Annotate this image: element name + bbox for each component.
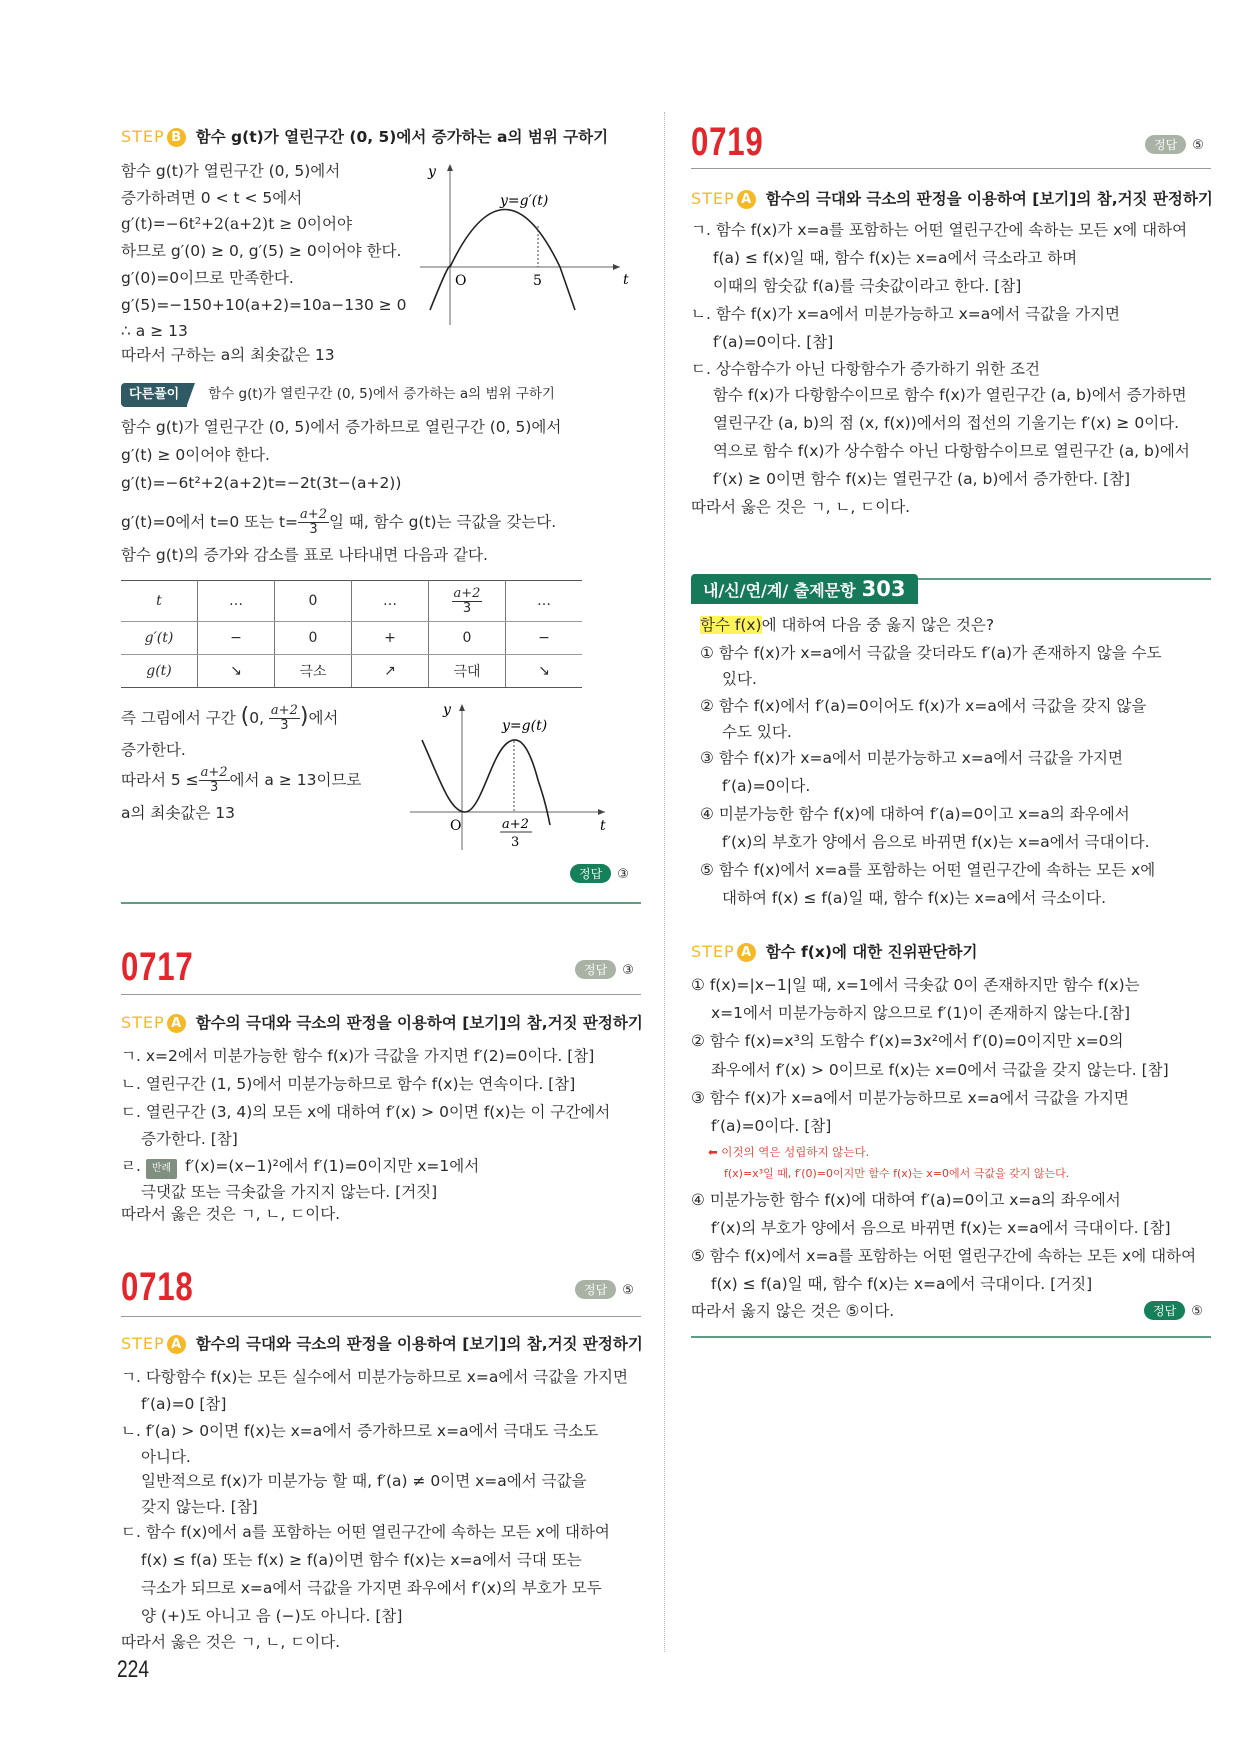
- text-line: f′(a)=0이다. [참]: [711, 1117, 832, 1135]
- text-line: f′(a)=0이다. [참]: [713, 333, 834, 351]
- text-line: 역으로 함수 f(x)가 상수함수 아닌 다항함수이므로 열린구간 (a, b)에서: [713, 442, 1190, 460]
- text-line: 따라서 옳은 것은 ㄱ, ㄴ, ㄷ이다.: [121, 1205, 341, 1223]
- text-line: f(a) ≤ f(x)일 때, 함수 f(x)는 x=a에서 극소라고 하며: [713, 249, 1078, 267]
- text-line: 따라서 구하는 a의 최솟값은 13: [121, 346, 335, 364]
- text-line: 일반적으로 f(x)가 미분가능 할 때, f′(a) ≠ 0이면 x=a에서 극값을: [141, 1472, 587, 1490]
- answer-badge: 정답 ③: [575, 960, 634, 979]
- text-line: ③ 함수 f(x)가 x=a에서 미분가능하므로 x=a에서 극값을 가지면: [691, 1089, 1129, 1107]
- choice-item: ④ 미분가능한 함수 f(x)에 대하여 f′(a)=0이고 x=a의 좌우에서: [700, 805, 1130, 823]
- text-line: ㄷ. 상수함수가 아닌 다항함수가 증가하기 위한 조건: [691, 360, 1040, 378]
- text-line: ⑤ 함수 f(x)에서 x=a를 포함하는 어떤 열린구간에 속하는 모든 x에 대하여: [691, 1247, 1197, 1265]
- text-line: ㄷ. 함수 f(x)에서 a를 포함하는 어떤 열린구간에 속하는 모든 x에 대하여: [121, 1523, 610, 1541]
- graph-g: [410, 700, 620, 850]
- table-row: g(t) ↘ 극소 ↗ 극대 ↘: [121, 655, 582, 688]
- x-axis-label: t: [623, 272, 629, 288]
- text-line: g′(5)=−150+10(a+2)=10a−130 ≥ 0: [121, 296, 407, 314]
- text-line: 함수 g(t)가 열린구간 (0, 5)에서: [121, 162, 341, 180]
- question-number: 0719: [691, 120, 764, 164]
- choice-item: 대하여 f(x) ≤ f(a)일 때, 함수 f(x)는 x=a에서 극소이다.: [722, 889, 1107, 907]
- variation-table: [121, 580, 582, 688]
- alt-solution-badge: 다른풀이: [121, 383, 187, 407]
- text-line: ∴ a ≥ 13: [121, 322, 188, 340]
- text-line: 따라서 옳은 것은 ㄱ, ㄴ, ㄷ이다.: [121, 1633, 341, 1651]
- column-divider: [664, 112, 665, 1652]
- answer-badge: 정답 ⑤: [1144, 1301, 1203, 1320]
- text-line: 따라서 옳은 것은 ㄱ, ㄴ, ㄷ이다.: [691, 498, 911, 516]
- choice-item: ③ 함수 f(x)가 x=a에서 미분가능하고 x=a에서 극값을 가지면: [700, 749, 1123, 767]
- svg-text:3: 3: [511, 835, 520, 850]
- step-a-heading: STEP A 함수의 극대와 극소의 판정을 이용하여 [보기]의 참,거짓 판정하기: [691, 189, 1213, 208]
- choice-item: 있다.: [722, 670, 757, 688]
- text-line: ㄴ. f′(a) > 0이면 f(x)는 x=a에서 증가하므로 x=a에서 극대도 극소도: [121, 1422, 599, 1440]
- counterexample-badge: 반례: [146, 1159, 177, 1179]
- text-line: 좌우에서 f′(x) > 0이므로 f(x)는 x=0에서 극값을 갖지 않는다. [참]: [711, 1061, 1169, 1079]
- highlight: 함수 f(x): [700, 616, 762, 634]
- text-line: ㄱ. 다항함수 f(x)는 모든 실수에서 미분가능하므로 x=a에서 극값을 가지면: [121, 1368, 628, 1386]
- section-divider: [691, 1336, 1211, 1338]
- origin-label: O: [455, 273, 467, 289]
- text-line: f(x) ≤ f(a) 또는 f(x) ≥ f(a)이면 함수 f(x)는 x=a에서 극대 또는: [141, 1551, 582, 1569]
- y-axis-label: y: [428, 164, 436, 180]
- fraction: $\frac{a+2}{3}$: [300, 507, 327, 537]
- choice-item: ⑤ 함수 f(x)에서 x=a를 포함하는 어떤 열린구간에 속하는 모든 x에: [700, 861, 1156, 879]
- text-line: 양 (+)도 아니고 음 (−)도 아니다. [참]: [141, 1607, 403, 1625]
- text-line: 이때의 함숫값 f(a)를 극솟값이라고 한다. [참]: [713, 277, 1022, 295]
- text-line: 하므로 g′(0) ≥ 0, g′(5) ≥ 0이어야 한다.: [121, 242, 402, 260]
- step-a-heading: STEP A 함수의 극대와 극소의 판정을 이용하여 [보기]의 참,거짓 판정하기: [121, 1334, 643, 1353]
- text-line: ㄴ. 함수 f(x)가 x=a에서 미분가능하고 x=a에서 극값을 가지면: [691, 305, 1120, 323]
- text-line: 증가하려면 0 < t < 5에서: [121, 189, 303, 207]
- text-line: ㄴ. 열린구간 (1, 5)에서 미분가능하므로 함수 f(x)는 연속이다. [참]: [121, 1075, 576, 1093]
- text-line: 아니다.: [141, 1448, 191, 1466]
- question-number: 0717: [121, 945, 194, 989]
- choice-item: ① 함수 f(x)가 x=a에서 극값을 갖더라도 f′(a)가 존재하지 않을 수도: [700, 644, 1162, 662]
- question-rule: [691, 168, 1211, 169]
- banner-rule: [918, 578, 1211, 580]
- text-line: ② 함수 f(x)=x³의 도함수 f′(x)=3x²에서 f′(0)=0이지만 x=0의: [691, 1032, 1124, 1050]
- text-line: ㄹ. 반례 f′(x)=(x−1)²에서 f′(1)=0이지만 x=1에서: [121, 1156, 479, 1179]
- svg-text:t: t: [600, 818, 606, 834]
- curve-label: y=g′(t): [500, 193, 549, 209]
- step-a-heading: STEP A 함수의 극대와 극소의 판정을 이용하여 [보기]의 참,거짓 판정하기: [121, 1013, 643, 1032]
- step-b-heading: STEP B 함수 g(t)가 열린구간 (0, 5)에서 증가하는 a의 범위 구하기: [121, 127, 609, 146]
- choice-item: ② 함수 f(x)에서 f′(a)=0이어도 f(x)가 x=a에서 극값을 갖지 않을: [700, 697, 1147, 715]
- svg-text:y: y: [443, 702, 451, 718]
- text-line: 함수 g(t)의 증가와 감소를 표로 나타내면 다음과 같다.: [121, 546, 488, 564]
- text-line: g′(t)=0에서 t=0 또는 t= $\frac{a+2}{3}$ 일 때, 함수 g(t)는 극값을 갖는다.: [121, 507, 557, 537]
- step-a-heading: STEP A 함수 f(x)에 대한 진위판단하기: [691, 942, 978, 961]
- choice-item: 수도 있다.: [722, 723, 792, 741]
- choice-item: f′(x)의 부호가 양에서 음으로 바뀌면 f(x)는 x=a에서 극대이다.: [722, 833, 1150, 851]
- question-rule: [121, 994, 641, 995]
- text-line: 극댓값 또는 극솟값을 가지지 않는다. [거짓]: [141, 1183, 438, 1201]
- text-line: a의 최솟값은 13: [121, 804, 235, 822]
- text-line: 증가한다.: [121, 741, 186, 759]
- text-line: 갖지 않는다. [참]: [141, 1498, 258, 1516]
- svg-text:a+2: a+2: [502, 817, 529, 832]
- answer-badge: 정답 ⑤: [575, 1280, 634, 1299]
- note-text: ⬅ 이것의 역은 성립하지 않는다.: [708, 1145, 870, 1159]
- question-number: 0718: [121, 1265, 194, 1309]
- text-line: f′(x)의 부호가 양에서 음으로 바뀌면 f(x)는 x=a에서 극대이다. [참]: [711, 1219, 1171, 1237]
- text-line: 따라서 옳지 않은 것은 ⑤이다.: [691, 1302, 895, 1320]
- note-text: f(x)=x³일 때, f′(0)=0이지만 함수 f(x)는 x=0에서 극값을 갖지 않는다.: [724, 1167, 1070, 1180]
- text-line: g′(t)=−6t²+2(a+2)t=−2t(3t−(a+2)): [121, 474, 402, 492]
- naesin-banner: 내/신/연/계/ 출제문항 303: [691, 574, 918, 604]
- text-line: 함수 g(t)가 열린구간 (0, 5)에서 증가하므로 열린구간 (0, 5)에서: [121, 418, 562, 436]
- graph-g-prime: [420, 160, 630, 330]
- text-line: g′(0)=0이므로 만족한다.: [121, 269, 294, 287]
- question-text: 함수 f(x)에 대하여 다음 중 옳지 않은 것은?: [700, 616, 995, 634]
- text-line: 함수 f(x)가 다항함수이므로 함수 f(x)가 열린구간 (a, b)에서 증가하면: [713, 386, 1187, 404]
- alt-solution-heading: 다른풀이 함수 g(t)가 열린구간 (0, 5)에서 증가하는 a의 범위 구하기: [121, 383, 555, 407]
- text-line: ㄱ. x=2에서 미분가능한 함수 f(x)가 극값을 가지면 f′(2)=0이다. [참]: [121, 1047, 595, 1065]
- tick-label: 5: [533, 273, 542, 289]
- svg-text:y=g(t): y=g(t): [502, 718, 548, 734]
- answer-badge: 정답 ③: [570, 864, 629, 883]
- text-line: x=1에서 미분가능하지 않으므로 f′(1)이 존재하지 않는다.[참]: [711, 1004, 1131, 1022]
- section-divider: [121, 902, 641, 904]
- text-line: 극소가 되므로 x=a에서 극값을 가지면 좌우에서 f′(x)의 부호가 모두: [141, 1579, 602, 1597]
- text-line: g′(t) ≥ 0이어야 한다.: [121, 446, 270, 464]
- text-line: ㄱ. 함수 f(x)가 x=a를 포함하는 어떤 열린구간에 속하는 모든 x에 대하여: [691, 221, 1188, 239]
- text-line: f′(x) ≥ 0이면 함수 f(x)는 열린구간 (a, b)에서 증가한다. [참]: [713, 470, 1131, 488]
- svg-text:O: O: [450, 818, 462, 834]
- text-line: 따라서 5 ≤ $\frac{a+2}{3}$ 에서 a ≥ 13이므로: [121, 765, 362, 795]
- text-line: ① f(x)=|x−1|일 때, x=1에서 극솟값 0이 존재하지만 함수 f(x)는: [691, 976, 1140, 994]
- text-line: 열린구간 (a, b)의 점 (x, f(x))에서의 접선의 기울기는 f′(x) ≥ 0이다.: [713, 414, 1180, 432]
- table-row: g′(t) − 0 + 0 −: [121, 622, 582, 655]
- text-line: f(x) ≤ f(a)일 때, 함수 f(x)는 x=a에서 극대이다. [거짓]: [711, 1275, 1093, 1293]
- answer-badge: 정답 ⑤: [1145, 135, 1204, 154]
- question-rule: [121, 1316, 641, 1317]
- table-row: t … 0 … $\frac{a+2}{3}$ …: [121, 581, 582, 622]
- step-letter-badge: B: [167, 128, 186, 147]
- text-line: ④ 미분가능한 함수 f(x)에 대하여 f′(a)=0이고 x=a의 좌우에서: [691, 1191, 1121, 1209]
- text-line: 증가한다. [참]: [141, 1130, 238, 1148]
- choice-item: f′(a)=0이다.: [722, 777, 811, 795]
- text-line: 즉 그림에서 구간 (0, $\frac{a+2}{3}$ )에서: [121, 703, 339, 733]
- text-line: ㄷ. 열린구간 (3, 4)의 모든 x에 대하여 f′(x) > 0이면 f(x)는 이 구간에서: [121, 1103, 611, 1121]
- text-line: f′(a)=0 [참]: [141, 1395, 227, 1413]
- page-number: 224: [117, 1656, 150, 1683]
- text-line: g′(t)=−6t²+2(a+2)t ≥ 0이어야: [121, 215, 352, 233]
